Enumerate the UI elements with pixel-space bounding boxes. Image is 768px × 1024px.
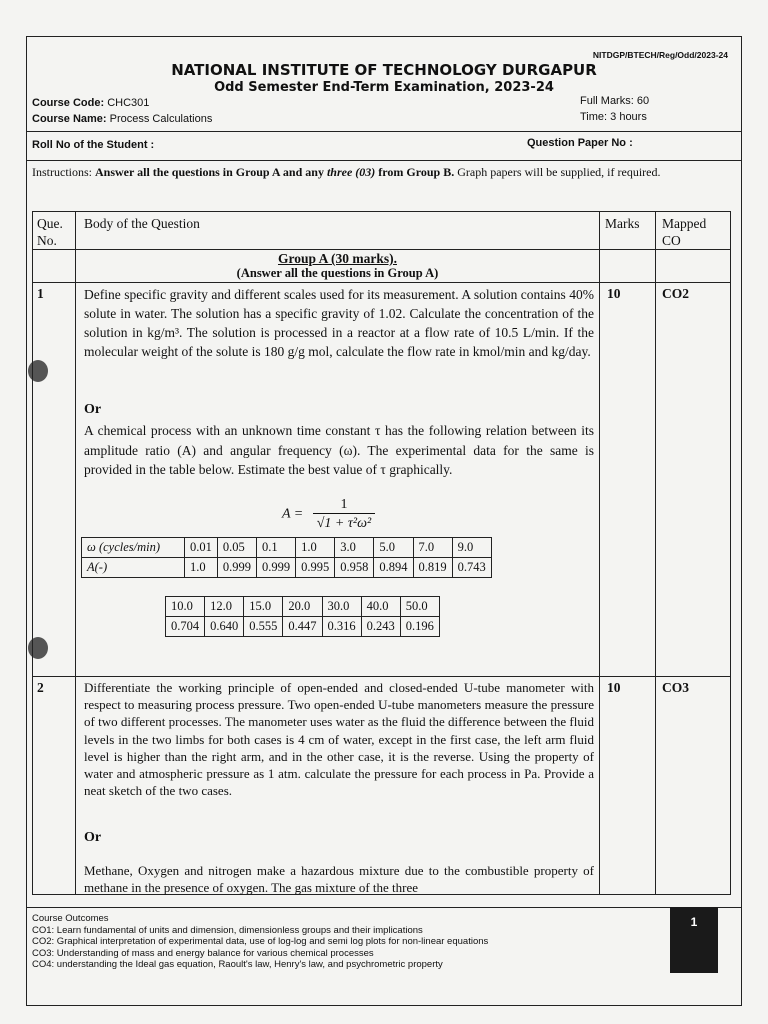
instructions: Instructions: Answer all the questions in Group A and any three (03) from Group B. Graph papers will be supplied, if required. [32, 165, 661, 179]
group-a-subtitle: (Answer all the questions in Group A) [236, 266, 439, 280]
table-cell: 1.0 [296, 538, 335, 558]
q2-text: Differentiate the working principle of open-ended and closed-ended U-tube manometer with respect to measuring process pressure. Two open-ended U-tube manometers measure the pressure of two different processes. The manometer uses water as the fluid the difference between the fluid levels in the two limbs for both cases is 4 cm of water, except in the first case, the left arm fluid level is higher than the right arm, and in the other case, it is the reverse. Using the property of water and atmospheric pressure as 1 atm. calculate the pressure for each process in Pa. Provide a neat sketch of the two cases. [84, 680, 594, 799]
paper-code: NITDGP/BTECH/Reg/Odd/2023-24 [592, 50, 728, 60]
table-cell: 12.0 [205, 597, 244, 617]
header-mapped-co: Mapped CO [662, 216, 707, 248]
roll-no: Roll No of the Student : [32, 139, 155, 151]
q2-alt-text: Methane, Oxygen and nitrogen make a hazardous mixture due to the combustible property of methane in the presence of oxygen. The gas mixture of the three [84, 863, 594, 896]
table-cell: 15.0 [244, 597, 283, 617]
table-row [82, 538, 492, 558]
time: Time: 3 hours [580, 111, 647, 123]
table-cell: ω (cycles/min) [82, 538, 185, 558]
course-outcomes [32, 913, 488, 971]
course-code: Course Code: CHC301 [32, 97, 150, 109]
table-cell: 0.243 [361, 617, 400, 637]
table-cell: 0.640 [205, 617, 244, 637]
q1-marks: 10 [607, 286, 621, 301]
col-divider [599, 211, 600, 894]
co1: CO1: Learn fundamental of units and dimension, dimensionless groups and their implications [32, 924, 423, 936]
table-cell: 10.0 [166, 597, 205, 617]
table-cell: 0.1 [257, 538, 296, 558]
q2-number: 2 [37, 680, 44, 695]
table-cell: 7.0 [413, 538, 452, 558]
table-cell: 0.995 [296, 558, 335, 578]
q2-or: Or [84, 830, 102, 845]
group-a-title: Group A (30 marks). [277, 251, 397, 266]
table-cell: 0.196 [400, 617, 439, 637]
co2: CO2: Graphical interpretation of experimental data, use of log-log and semi log plots for non-linear equations [32, 936, 489, 947]
table-cell: 5.0 [374, 538, 413, 558]
footer-divider [27, 907, 741, 908]
co3: CO3: Understanding of mass and energy balance for various chemical processes [32, 947, 374, 959]
header-marks: Marks [605, 216, 640, 231]
col-divider [655, 211, 656, 894]
formula: A = $\frac{1}{\text{√1 + τ²ω²}}$ [282, 497, 375, 532]
table-cell: 50.0 [400, 597, 439, 617]
table-cell: 1.0 [185, 558, 218, 578]
table-cell: 0.999 [257, 558, 296, 578]
header-body: Body of the Question [84, 216, 200, 231]
full-marks: Full Marks: 60 [580, 95, 650, 107]
table-cell: 30.0 [322, 597, 361, 617]
q2-marks: 10 [607, 680, 621, 695]
table-cell: 0.894 [374, 558, 413, 578]
table-cell: 0.819 [413, 558, 452, 578]
data-table-1 [81, 537, 492, 578]
q1-number: 1 [37, 286, 44, 301]
co4: CO4: understanding the Ideal gas equation, Raoult's law, Henry's law, and psychrometric property [32, 959, 443, 970]
table-row [166, 597, 440, 617]
course-outcomes-title: Course Outcomes [32, 913, 109, 924]
q1-or: Or [84, 402, 102, 417]
row-divider [32, 676, 730, 677]
exam-title: Odd Semester End-Term Examination, 2023-24 [214, 80, 554, 95]
divider [27, 160, 741, 161]
page-number: 1 [670, 907, 718, 973]
table-cell: 0.555 [244, 617, 283, 637]
table-cell: 20.0 [283, 597, 322, 617]
table-cell: 0.316 [322, 617, 361, 637]
table-cell: A(-) [82, 558, 185, 578]
table-cell: 0.958 [335, 558, 374, 578]
table-cell: 0.05 [217, 538, 256, 558]
table-cell: 0.447 [283, 617, 322, 637]
q1-text: Define specific gravity and different scales used for its measurement. A solution contains 40% solute in water. The solution has a specific gravity of 1.02. Calculate the concentration of the solution in kg/m³. The solution is processed in a reactor at a flow rate of 10.5 L/min. If the molecular weight of the solute is 180 g/g mol, calculate the flow rate in kmol/min and kg/day. [84, 287, 594, 359]
q1-alt-text: A chemical process with an unknown time constant τ has the following relation between its amplitude ratio (A) and angular frequency (ω). The experimental data for the same is provided in the table below. Estimate the best value of τ graphically. [84, 423, 594, 477]
table-cell: 0.743 [452, 558, 491, 578]
data-table-2 [165, 596, 440, 637]
divider [27, 131, 741, 132]
header-que-no: Que. No. [37, 216, 63, 248]
table-row [166, 617, 440, 637]
institute-title: NATIONAL INSTITUTE OF TECHNOLOGY DURGAPUR [171, 61, 597, 79]
table-row [82, 558, 492, 578]
table-cell: 0.704 [166, 617, 205, 637]
row-divider [32, 282, 730, 283]
table-cell: 9.0 [452, 538, 491, 558]
q1-co: CO2 [662, 286, 689, 301]
table-cell: 40.0 [361, 597, 400, 617]
table-cell: 3.0 [335, 538, 374, 558]
q2-co: CO3 [662, 680, 689, 695]
table-cell: 0.999 [217, 558, 256, 578]
col-divider [75, 211, 76, 894]
course-name: Course Name: Process Calculations [32, 113, 213, 125]
table-cell: 0.01 [185, 538, 218, 558]
question-paper-no: Question Paper No : [527, 137, 633, 149]
